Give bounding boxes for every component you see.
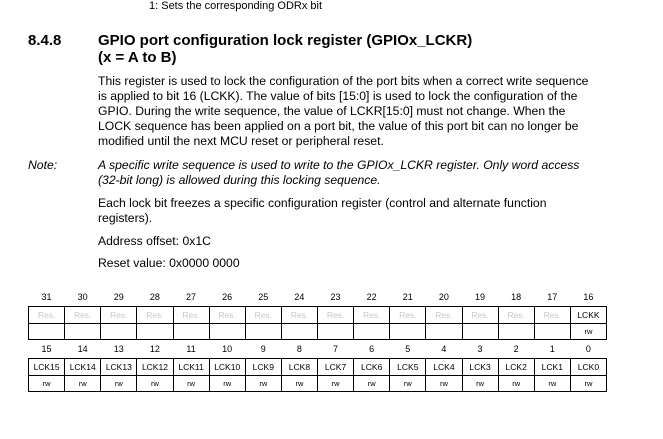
bit-field-cell: Res. bbox=[173, 307, 209, 324]
bit-access-cell: rw bbox=[426, 376, 462, 392]
bit-field-cell: Res. bbox=[101, 307, 137, 324]
section-title-line-1: GPIO port configuration lock register (GPIOx_LCKR) bbox=[98, 32, 473, 49]
bit-field-cell: Res. bbox=[65, 307, 101, 324]
bit-number-cell: 10 bbox=[222, 344, 233, 354]
bit-access-cell bbox=[318, 324, 354, 340]
note-text bbox=[98, 158, 613, 188]
bit-number-cell: 11 bbox=[186, 344, 196, 354]
bit-field-cell: LCK8 bbox=[281, 359, 317, 376]
bit-access-cell bbox=[209, 324, 245, 340]
bit-field-cell: LCK14 bbox=[65, 359, 101, 376]
bit-field-cell: LCK9 bbox=[245, 359, 281, 376]
bit-access-row bbox=[29, 376, 607, 392]
bit-access-cell: rw bbox=[570, 324, 606, 340]
bit-access-cell bbox=[462, 324, 498, 340]
section-title-line-2: (x = A to B) bbox=[98, 49, 177, 66]
bit-number-cell: 26 bbox=[222, 292, 233, 302]
bit-field-cell: Res. bbox=[318, 307, 354, 324]
bit-field-cell: LCK11 bbox=[173, 359, 209, 376]
bit-field-cell: Res. bbox=[498, 307, 534, 324]
section-title bbox=[98, 32, 472, 66]
lock-bit-paragraph bbox=[98, 196, 613, 226]
bit-number-cell: 24 bbox=[294, 292, 305, 302]
register-bit-table bbox=[28, 288, 607, 392]
bit-number-cell: 14 bbox=[77, 344, 88, 354]
bit-field-row bbox=[29, 307, 607, 324]
text-line: GPIO. During the write sequence, the value of LCKR[15:0] must not change. When the bbox=[98, 104, 566, 118]
bit-field-cell: Res. bbox=[534, 307, 570, 324]
bit-field-row bbox=[29, 359, 607, 376]
bit-number-cell: 29 bbox=[113, 292, 124, 302]
description-paragraph bbox=[98, 74, 613, 149]
bit-number-cell: 8 bbox=[296, 344, 302, 354]
bit-access-cell: rw bbox=[318, 376, 354, 392]
bit-number-cell: 1 bbox=[549, 344, 555, 354]
bit-access-cell bbox=[498, 324, 534, 340]
bit-field-cell: LCK5 bbox=[390, 359, 426, 376]
bit-field-cell: LCK12 bbox=[137, 359, 173, 376]
bit-field-cell: Res. bbox=[462, 307, 498, 324]
bit-number-cell: 15 bbox=[41, 344, 52, 354]
bit-number-cell: 27 bbox=[186, 292, 197, 302]
text-line: registers). bbox=[98, 211, 153, 225]
previous-field-note: 1: Sets the corresponding ODRx bit bbox=[149, 0, 323, 12]
bit-access-cell: rw bbox=[354, 376, 390, 392]
bit-access-cell bbox=[29, 324, 65, 340]
reset-value: Reset value: 0x0000 0000 bbox=[98, 256, 240, 270]
bit-access-cell bbox=[390, 324, 426, 340]
bit-number-cell: 6 bbox=[369, 344, 375, 354]
bit-access-cell bbox=[281, 324, 317, 340]
bit-number-cell: 7 bbox=[333, 344, 339, 354]
bit-number-cell: 20 bbox=[438, 292, 449, 302]
text-line: LOCK sequence has been applied on a port bit, the value of this port bit can no longer be bbox=[98, 119, 579, 133]
bit-field-cell: Res. bbox=[137, 307, 173, 324]
bit-field-cell: LCK2 bbox=[498, 359, 534, 376]
bit-access-cell: rw bbox=[245, 376, 281, 392]
bit-number-cell: 17 bbox=[547, 292, 558, 302]
bit-access-cell: rw bbox=[498, 376, 534, 392]
bit-field-cell: LCK7 bbox=[318, 359, 354, 376]
bit-number-cell: 9 bbox=[260, 344, 266, 354]
bit-number-row bbox=[29, 340, 607, 359]
bit-access-cell: rw bbox=[570, 376, 606, 392]
bit-field-cell: LCK6 bbox=[354, 359, 390, 376]
bit-access-cell bbox=[101, 324, 137, 340]
bit-field-cell: Res. bbox=[29, 307, 65, 324]
text-line: This register is used to lock the configuration of the port bits when a correct write sequence bbox=[98, 74, 589, 88]
bit-number-cell: 28 bbox=[149, 292, 160, 302]
bit-access-cell: rw bbox=[65, 376, 101, 392]
bit-access-cell bbox=[65, 324, 101, 340]
bit-number-cell: 12 bbox=[149, 344, 160, 354]
bit-field-cell: LCK1 bbox=[534, 359, 570, 376]
bit-number-cell: 13 bbox=[113, 344, 124, 354]
bit-access-cell: rw bbox=[137, 376, 173, 392]
bit-access-cell bbox=[534, 324, 570, 340]
bit-access-cell bbox=[245, 324, 281, 340]
bit-field-cell: LCK4 bbox=[426, 359, 462, 376]
bit-number-cell: 21 bbox=[402, 292, 413, 302]
bit-number-cell: 25 bbox=[258, 292, 269, 302]
bit-number-cell: 5 bbox=[405, 344, 411, 354]
bit-field-cell: Res. bbox=[209, 307, 245, 324]
section-number: 8.4.8 bbox=[28, 32, 62, 49]
bit-field-cell: LCK10 bbox=[209, 359, 245, 376]
bit-access-cell: rw bbox=[101, 376, 137, 392]
bit-number-cell: 4 bbox=[441, 344, 447, 354]
bit-number-cell: 3 bbox=[477, 344, 483, 354]
bit-access-cell: rw bbox=[390, 376, 426, 392]
bit-number-cell: 22 bbox=[366, 292, 377, 302]
bit-field-cell: LCKK bbox=[570, 307, 606, 324]
text-line: A specific write sequence is used to write to the GPIOx_LCKR register. Only word access bbox=[98, 158, 580, 172]
bit-number-row bbox=[29, 288, 607, 307]
bit-access-cell: rw bbox=[209, 376, 245, 392]
text-line: Each lock bit freezes a specific configuration register (control and alternate function bbox=[98, 196, 547, 210]
text-line: (32-bit long) is allowed during this locking sequence. bbox=[98, 173, 381, 187]
address-offset: Address offset: 0x1C bbox=[98, 234, 211, 248]
text-line: modified until the next MCU reset or peripheral reset. bbox=[98, 134, 384, 148]
bit-number-cell: 18 bbox=[511, 292, 522, 302]
bit-field-cell: Res. bbox=[245, 307, 281, 324]
bit-number-cell: 31 bbox=[41, 292, 52, 302]
bit-field-cell: Res. bbox=[281, 307, 317, 324]
bit-access-cell: rw bbox=[281, 376, 317, 392]
note-label: Note: bbox=[28, 158, 58, 172]
bit-number-cell: 23 bbox=[330, 292, 341, 302]
bit-access-cell: rw bbox=[462, 376, 498, 392]
bit-field-cell: LCK13 bbox=[101, 359, 137, 376]
bit-access-row bbox=[29, 324, 607, 340]
text-line: is applied to bit 16 (LCKK). The value of bits [15:0] is used to lock the configuration of the bbox=[98, 89, 578, 103]
bit-field-cell: Res. bbox=[426, 307, 462, 324]
bit-access-cell bbox=[173, 324, 209, 340]
bit-field-cell: Res. bbox=[390, 307, 426, 324]
bit-field-cell: LCK15 bbox=[29, 359, 65, 376]
bit-field-cell: Res. bbox=[354, 307, 390, 324]
bit-access-cell: rw bbox=[534, 376, 570, 392]
bit-field-cell: LCK0 bbox=[570, 359, 606, 376]
bit-field-cell: LCK3 bbox=[462, 359, 498, 376]
bit-access-cell bbox=[354, 324, 390, 340]
bit-access-cell: rw bbox=[29, 376, 65, 392]
bit-access-cell: rw bbox=[173, 376, 209, 392]
bit-number-cell: 0 bbox=[585, 344, 591, 354]
bit-access-cell bbox=[137, 324, 173, 340]
bit-number-cell: 2 bbox=[513, 344, 519, 354]
bit-number-cell: 30 bbox=[77, 292, 88, 302]
bit-access-cell bbox=[426, 324, 462, 340]
bit-number-cell: 19 bbox=[475, 292, 486, 302]
bit-number-cell: 16 bbox=[583, 292, 594, 302]
